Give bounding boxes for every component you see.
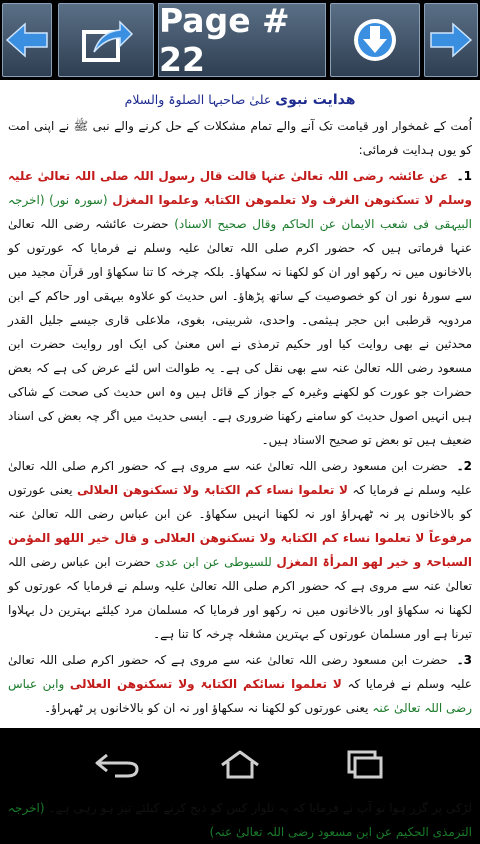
item-2: 2۔ حضرت ابن مسعود رضی اللہ تعالیٰ عنہ سے مروی ہے کہ حضور اکرم صلی اللہ تعالیٰ علیہ وسلم نے فرمایا کہ لا تعلموا نساء کم الکتابۃ ولا تسکنوھن العلالی یعنی عورتوں کو بالاخانوں پر نہ ٹھہراؤ اور نہ لکھنا انہیں سکھاؤ۔ عن ابن عباس رضی اللہ تعالیٰ عنہ مرفوعاً لا تعلموا نساء کم الکتابۃ ولا تسکنوھن العلالی و قال خیر اللھو المؤمن السباحۃ و خیر لھو المرأۃ المغزل للسیوطی عن ابن عدی حضرت ابن عباس رضی اللہ تعالیٰ عنہ سے مروی ہے کہ حضور اکرم صلی اللہ تعالیٰ علیہ وسلم نے فرمایا کہ عورتوں کو لکھنا نہ سکھاؤ اور بالاخانوں میں نہ رکھو اور فرمایا کہ مسلمان مرد کیلئے بہترین دل بہلاوا تیرنا ہے اور مسلمان عورتوں کے بہترین مشغلہ چرخہ کا تنا ہے۔ (8, 459, 473, 641)
section-heading (8, 92, 472, 108)
back-button[interactable] (90, 746, 146, 782)
recent-apps-button[interactable] (336, 746, 392, 782)
home-button[interactable] (212, 746, 268, 782)
item-5: لڑکی پر گزر ہوا تو آپ نے فرمایا کہ یہ تلوار کس کو ذبح کرنے کیلئے تیز ہو رہی ہے۔ (اخرجہ الترمذی الحکیم عن ابن مسعود رضی اللہ تعالیٰ عنہ) (8, 801, 472, 839)
item-text: حضرت عائشہ رضی اللہ تعالیٰ عنہا فرماتی ہیں کہ حضور اکرم صلی اللہ تعالیٰ علیہ وسلم نے فرمایا کہ عورتوں کو بالاخانوں میں نہ رکھو اور ان کو لکھنا نہ سکھاؤ۔ بلکہ چرخہ کا تنا سکھاؤ اور قرآن مجید میں سے سورۂ نور ان کو خصوصیت کے ساتھ پڑھاؤ۔ اس حدیث کو علاوہ بیہقی اور حاکم کے ابن مردویہ قرطبی ابن حجر ہیثمی۔ واحدی، شربینی، بغوی، ملاعلی قاری جیسے جلیل القدر محدثین نے بھی روایت کیا اور حکیم ترمذی نے اس معنیٰ کی ایک اور روایت حضرت ابن مسعود رضی اللہ تعالیٰ عنہ سے بھی نقل کی ہے۔ یہ طوالت اس لئے عرض کی ہے کہ بعض حضرات جو عورت کو لکھنے وغیرہ کے جواز کے قائل ہیں وہ اس حدیث کی صحت کے شاکی ہیں انہیں اصول حدیث کو سامنے رکھنا ضروری ہے۔ ایسی حدیث میں اگر چہ بعض کی اسناد ضعیف ہیں تو بعض تو صحیح الاسناد ہیں۔ (8, 217, 473, 447)
previous-page-button[interactable] (2, 3, 52, 77)
heading-main: ھدایت نبوی (275, 92, 356, 108)
arrow-right-icon (429, 20, 473, 60)
reference-text: للسیوطی عن ابن عدی (155, 555, 272, 569)
top-toolbar (0, 0, 480, 80)
page-number-label: Page # 22 (158, 3, 326, 77)
share-icon (76, 14, 136, 66)
arabic-text: عن عائشہ رضی اللہ تعالیٰ عنہا قالت قال رسول اللہ صلی اللہ تعالیٰ علیہ وسلم لا تسکنوھن الغرف ولا تعلموھن الکتابۃ وعلموا المغزل (8, 169, 472, 207)
next-page-button[interactable] (424, 3, 478, 77)
page-content[interactable] (0, 80, 480, 839)
intro-paragraph: اُمت کے غمخوار اور قیامت تک آنے والے تمام مشکلات کے حل کرنے والے نبی ﷺ نے اپنی امت کو یوں ہدایت فرمائی: (8, 119, 472, 157)
system-navigation-bar (0, 728, 480, 800)
item-1: 1۔ عن عائشہ رضی اللہ تعالیٰ عنہا قالت قال رسول اللہ صلی اللہ تعالیٰ علیہ وسلم لا تسکنوھن الغرف ولا تعلموھن الکتابۃ وعلموا المغزل (سورہ نور) (اخرجہ البیہقی فی شعب الایمان عن الحاکم وقال صحیح الاسناد) حضرت عائشہ رضی اللہ تعالیٰ عنہا فرماتی ہیں کہ حضور اکرم صلی اللہ تعالیٰ علیہ وسلم نے فرمایا کہ عورتوں کو بالاخانوں میں نہ رکھو اور ان کو لکھنا نہ سکھاؤ۔ بلکہ چرخہ کا تنا سکھاؤ اور قرآن مجید میں سے سورۂ نور ان کو خصوصیت کے ساتھ پڑھاؤ۔ اس حدیث کو علاوہ بیہقی اور حاکم کے ابن مردویہ قرطبی ابن حجر ہیثمی۔ واحدی، شربینی، بغوی، ملاعلی قاری جیسے جلیل القدر محدثین نے بھی روایت کیا اور حکیم ترمذی نے اس معنیٰ کی ایک اور روایت حضرت ابن مسعود رضی اللہ تعالیٰ عنہ سے بھی نقل کی ہے۔ یہ طوالت اس لئے عرض کی ہے کہ بعض حضرات جو عورت کو لکھنے وغیرہ کے جواز کے قائل ہیں وہ اس حدیث کی صحت کے شاکی ہیں انہیں اصول حدیث کو سامنے رکھنا ضروری ہے۔ ایسی حدیث میں اگر چہ بعض کی اسناد ضعیف ہیں تو بعض تو صحیح الاسناد ہیں۔ (8, 169, 473, 447)
back-icon (93, 749, 143, 779)
arabic-text: لا تعلموا نساء کم الکتابۃ ولا تسکنوھن العلالی (77, 483, 348, 497)
download-button[interactable] (330, 3, 420, 77)
arrow-left-icon (5, 20, 49, 60)
reference-text: وابن عباس رضی اللہ تعالیٰ عنہ (8, 677, 472, 715)
reference-text: (سورہ نور) (اخرجہ البیہقی فی شعب الایمان عن الحاکم وقال صحیح الاسناد) (8, 193, 472, 231)
item-3: 3۔ حضرت ابن مسعود رضی اللہ تعالیٰ عنہ سے مروی ہے کہ حضور اکرم صلی اللہ تعالیٰ علیہ وسلم نے فرمایا کہ لا تعلموا نسائکم الکتابۃ ولا تسکنوھن العلالی وابن عباس رضی اللہ تعالیٰ عنہ یعنی عورتوں کو لکھنا نہ سکھاؤ اور نہ ان کو بالاخانوں پر ٹھہراؤ۔ (8, 653, 472, 715)
share-button[interactable] (58, 3, 154, 77)
arabic-text: لا تعلموا نسائکم الکتابۃ ولا تسکنوھن العلالی (69, 677, 342, 691)
heading-sub: علیٰ صاحبہا الصلوۃ والسلام (124, 92, 272, 107)
download-icon (350, 15, 400, 65)
recent-apps-icon (339, 749, 389, 779)
arabic-text: مرفوعاً لا تعلموا نساء کم الکتابۃ ولا تسکنوھن العلالی و قال خیر اللھو المؤمن السباحۃ و خیر لھو المرأۃ المغزل (8, 531, 473, 569)
reference-text: (اخرجہ الترمذی الحکیم عن ابن مسعود رضی اللہ تعالیٰ عنہ) (8, 801, 472, 839)
home-icon (215, 749, 265, 779)
